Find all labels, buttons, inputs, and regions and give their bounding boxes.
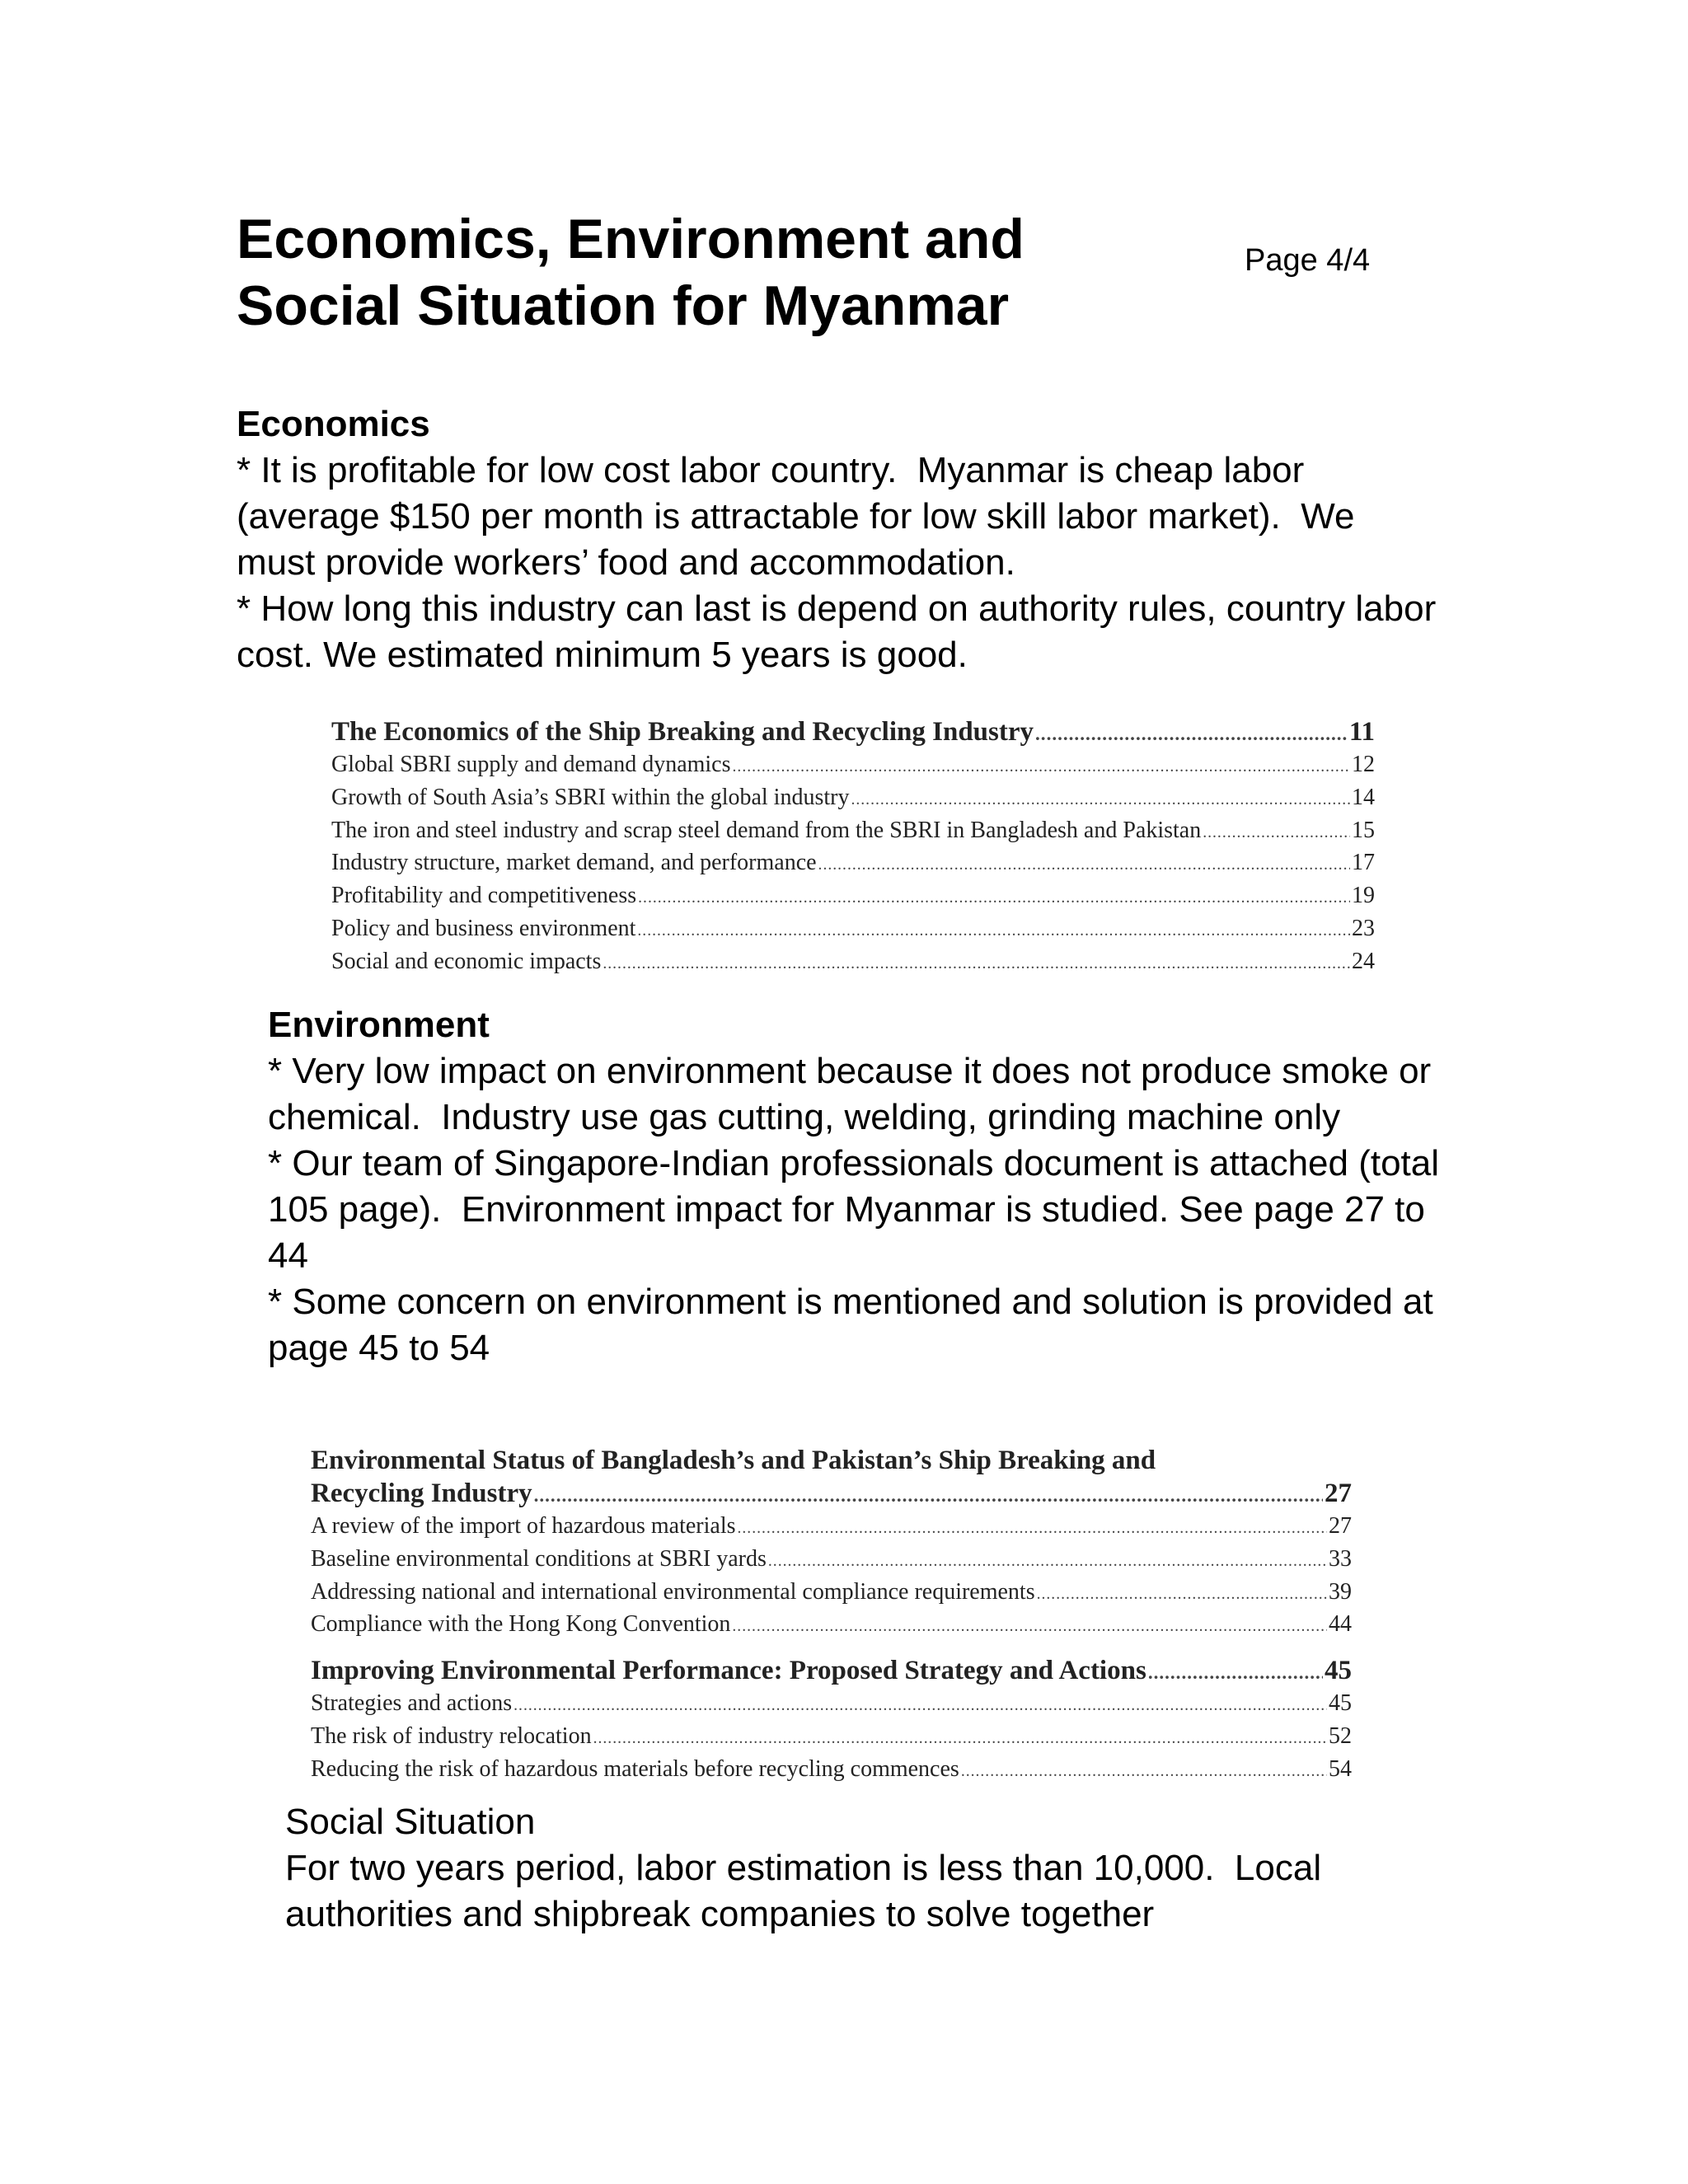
toc-leader	[534, 1479, 1323, 1511]
economics-paragraph-2: * How long this industry can last is depend on authority rules, country labor cost. We estimated minimum 5 years is good.	[237, 588, 1447, 675]
toc-entry-title: Profitability and competitiveness	[331, 883, 637, 909]
toc-leader	[603, 949, 1350, 980]
toc-entry-title: The iron and steel industry and scrap steel demand from the SBRI in Bangladesh and Pakistan	[331, 817, 1202, 843]
toc-entry-page: 44	[1329, 1611, 1352, 1638]
environment-paragraph-2: * Our team of Singapore-Indian professionals document is attached (total 105 page). Environment impact for Myanmar is studied. See page 27 to 44	[268, 1143, 1450, 1276]
toc-entry	[331, 848, 1375, 881]
toc-entry-title: Baseline environmental conditions at SBRI yards	[311, 1545, 767, 1572]
toc-entry-page: 23	[1352, 915, 1375, 941]
toc-leader	[1203, 818, 1350, 849]
toc-entry-title: Policy and business environment	[331, 915, 636, 941]
toc-entry	[311, 1654, 1352, 1689]
toc-entry-page: 17	[1352, 850, 1375, 876]
toc-entry	[331, 881, 1375, 914]
toc-leader	[1037, 1580, 1327, 1610]
environment-paragraph-1: * Very low impact on environment because it does not produce smoke or chemical. Industry use gas cutting, welding, grinding machine only	[268, 1051, 1442, 1137]
toc-entry-page: 54	[1329, 1755, 1352, 1782]
toc-entry-title: Recycling Industry	[311, 1479, 532, 1508]
toc-entry	[311, 1477, 1352, 1511]
toc-entry-title: Addressing national and international environmental compliance requirements	[311, 1578, 1035, 1605]
toc-entry	[331, 947, 1375, 980]
toc-entry-title: A review of the import of hazardous materials	[311, 1513, 736, 1539]
toc-entry-page: 15	[1352, 817, 1375, 843]
toc-leader	[513, 1691, 1327, 1722]
document-title	[237, 206, 1184, 340]
toc-leader	[638, 883, 1350, 914]
toc-leader	[961, 1757, 1327, 1788]
toc-entry	[331, 914, 1375, 947]
toc-leader	[851, 785, 1350, 816]
economics-toc-excerpt	[331, 715, 1375, 980]
toc-entry-title: Environmental Status of Bangladesh’s and Pakistan’s Ship Breaking and	[311, 1446, 1156, 1475]
toc-entry	[331, 816, 1375, 849]
toc-entry-page: 45	[1325, 1656, 1352, 1686]
toc-entry-title: The risk of industry relocation	[311, 1722, 592, 1749]
toc-entry-page: 19	[1352, 883, 1375, 909]
title-line-2: Social Situation for Myanmar	[237, 274, 1010, 337]
toc-entry-page: 24	[1352, 948, 1375, 974]
toc-entry	[331, 715, 1375, 750]
toc-entry-page: 11	[1348, 717, 1375, 747]
toc-entry-page: 27	[1329, 1513, 1352, 1539]
toc-leader	[637, 916, 1350, 947]
toc-entry	[311, 1577, 1352, 1610]
economics-section	[237, 401, 1447, 678]
toc-entry-page: 12	[1352, 752, 1375, 777]
environment-paragraph-3: * Some concern on environment is mentioned and solution is provided at page 45 to 54	[268, 1282, 1443, 1368]
toc-leader	[818, 851, 1350, 881]
toc-leader	[593, 1724, 1327, 1755]
toc-entry	[331, 783, 1375, 816]
toc-entry	[311, 1511, 1352, 1544]
toc-leader	[1148, 1656, 1323, 1689]
toc-entry-title: Global SBRI supply and demand dynamics	[331, 752, 731, 777]
toc-entry-title: Improving Environmental Performance: Proposed Strategy and Actions	[311, 1656, 1146, 1686]
toc-entry-title: The Economics of the Ship Breaking and Recycling Industry	[331, 717, 1034, 747]
toc-leader	[733, 752, 1350, 783]
toc-leader	[738, 1514, 1328, 1544]
social-heading: Social Situation	[285, 1802, 536, 1842]
toc-entry-title: Reducing the risk of hazardous materials before recycling commences	[311, 1755, 959, 1782]
toc-entry-title: Industry structure, market demand, and performance	[331, 850, 817, 876]
toc-entry	[311, 1689, 1352, 1722]
toc-entry-page: 45	[1329, 1690, 1352, 1717]
toc-entry-page: 52	[1329, 1722, 1352, 1749]
title-line-1: Economics, Environment and	[237, 208, 1025, 270]
toc-entry-title: Social and economic impacts	[331, 948, 602, 974]
page-number: Page 4/4	[1245, 243, 1371, 278]
economics-heading: Economics	[237, 404, 430, 444]
environment-heading: Environment	[268, 1005, 490, 1045]
toc-group-heading-line-1	[311, 1444, 1352, 1477]
toc-entry-page: 14	[1352, 784, 1375, 810]
environment-section	[268, 1002, 1463, 1371]
economics-paragraph-1: * It is profitable for low cost labor country. Myanmar is cheap labor (average $150 per month is attractable for low skill labor market). We must provide workers’ food and accommodation.	[237, 450, 1365, 583]
toc-entry	[311, 1755, 1352, 1788]
toc-leader	[732, 1612, 1327, 1643]
toc-entry-page: 33	[1329, 1545, 1352, 1572]
toc-entry	[331, 750, 1375, 783]
toc-entry-page: 27	[1325, 1479, 1352, 1508]
toc-leader	[1035, 717, 1348, 750]
toc-entry-title: Compliance with the Hong Kong Convention	[311, 1611, 731, 1638]
toc-leader	[768, 1547, 1327, 1577]
toc-entry-page: 39	[1329, 1578, 1352, 1605]
toc-entry-title: Strategies and actions	[311, 1690, 513, 1717]
toc-entry-title: Growth of South Asia’s SBRI within the global industry	[331, 784, 850, 810]
environment-toc-excerpt	[311, 1444, 1352, 1788]
toc-entry	[311, 1544, 1352, 1577]
toc-entry	[311, 1610, 1352, 1643]
toc-entry	[311, 1722, 1352, 1755]
social-paragraph-1: For two years period, labor estimation is less than 10,000. Local authorities and shipbreak companies to solve together	[285, 1848, 1332, 1934]
social-section	[285, 1799, 1472, 1938]
